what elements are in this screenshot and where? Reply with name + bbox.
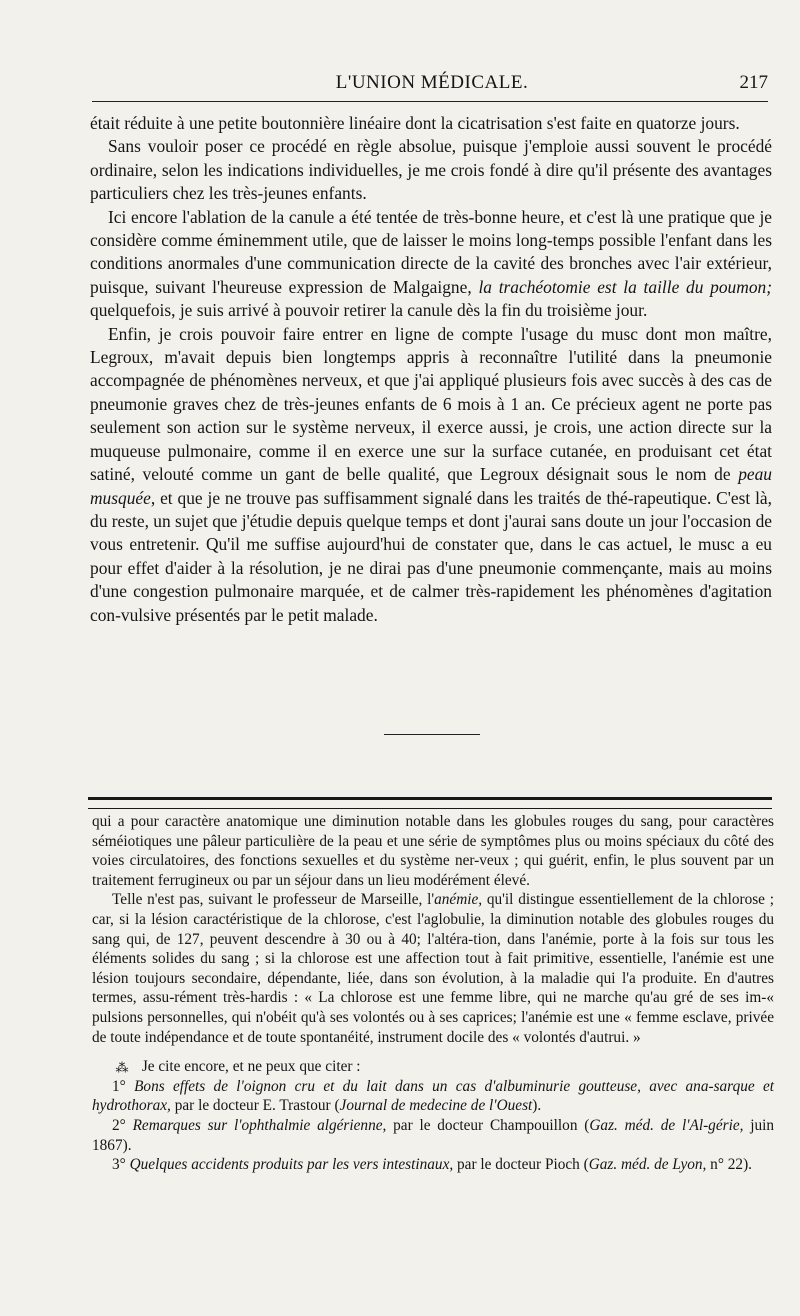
paragraph: Sans vouloir poser ce procédé en règle absolue, puisque j'emploie aussi souvent le procédé ordinaire, selon les indications individuelles, je me crois fondé à dire qu'il présente des avantages particuliers chez les très-jeunes enfants. [90, 136, 772, 204]
paragraph [90, 323, 772, 627]
text-run: Telle n'est pas, suivant le professeur de Marseille, l' [112, 891, 435, 909]
citation-source: Gaz. méd. de l'Al-gérie, [589, 1116, 744, 1134]
journal-title: L'UNION MÉDICALE. [335, 72, 529, 93]
citation-item [92, 1155, 774, 1175]
item-number: 1° [112, 1077, 135, 1095]
feuilleton-divider [88, 797, 772, 809]
article-end-rule [384, 734, 480, 735]
paragraph [92, 890, 774, 1047]
item-number: 2° [112, 1116, 133, 1134]
citation-title: Bons effets de l'oignon cru et du lait dans un cas d'albuminurie goutteuse, avec ana-sarque et hydrothorax, [92, 1077, 774, 1115]
page-number: 217 [739, 72, 768, 93]
paragraph: qui a pour caractère anatomique une diminution notable dans les globules rouges du sang, pour caractères séméiotiques une pâleur particulière de la peau et une série de symptômes plus ou moins spéciaux du côté des voies circulatoires, des fonctions sexuelles et du système ner-veux ; qui guérit, enfin, le plus souvent par un traitement ferrugineux ou par un séjour dans un lieu modérément élevé. [92, 813, 774, 889]
text-run: par le docteur Champouillon ( [386, 1116, 590, 1134]
paragraph [90, 206, 772, 323]
paragraph: était réduite à une petite boutonnière linéaire dont la cicatrisation s'est faite en quatorze jours. [90, 113, 740, 133]
italic-term: anémie, [434, 891, 483, 909]
text-run: qu'il distingue essentiellement de la chlorose ; car, si la lésion caractéristique de la chlorose, c'est l'aglobulie, la diminution notable des globules rouges du sang qui, de 127, peuvent descendre à 30 ou à 40; l'altéra-tion, dans l'anémie, porte à la fois sur tous les éléments solides du sang ; si la chlorose est une affection tout à fait primitive, essentielle, l'anémie est une lésion toujours secondaire, dépendante, liée, dans son évolution, à la maladie qui l'a produite. En d'autres termes, assu-rément très-hardis : « La chlorose est une femme libre, qui ne marche qu'au gré de ses im-« pulsions personnelles, qui n'obéit qu'à ses volontés ou à ses caprices; l'anémie est une « femme esclave, privée de toute indépendance et de toute spontanéité, instrument docile des « volontés d'autrui. » [92, 891, 774, 1046]
text-run: , et que je ne trouve pas suffisamment signalé dans les traités de thé-rapeutique. C'est là, du reste, un sujet que j'étudie depuis quelque temps et dont j'aurai sans doute un jour l'occasion de vous entretenir. Qu'il me suffise aujourd'hui de constater que, dans le cas actuel, le musc a eu pour effet d'aider à la résolution, je ne dirai pas d'une pneumonie commençante, mais au moins d'une congestion pulmonaire marquée, et de calmer très-rapidement les phénomènes d'agitation con-vulsive présentés par le petit malade. [90, 487, 772, 625]
citation-title: Remarques sur l'ophthalmie algérienne, [132, 1116, 387, 1134]
review-section [92, 812, 774, 1175]
text-run: Enfin, je crois pouvoir faire entrer en ligne de compte l'usage du musc dont mon maître, Legroux, m'avait depuis bien longtemps appris à reconnaître l'utilité dans la pneumonie accompagnée de phénomènes nerveux, et que j'ai appliqué plusieurs fois avec succès à des cas de pneumonie graves chez de très-jeunes enfants de 6 mois à 1 an. Ce précieux agent ne porte pas seulement son action sur le système nerveux, il exerce aussi, je crois, une action directe sur la muqueuse pulmonaire, comme il en exerce une sur la surface cutanée, en produisant cet état satiné, velouté comme un gant de belle qualité, que Legroux désignait sous le nom de [90, 323, 772, 485]
text-run: par le docteur Pioch ( [453, 1156, 589, 1174]
citation-intro [92, 1057, 774, 1077]
citation-item [92, 1077, 774, 1116]
citation-item [92, 1116, 774, 1155]
citation-source: Journal de medecine de l'Ouest [339, 1097, 533, 1115]
text-run: Je cite encore, et ne peux que citer : [141, 1058, 361, 1076]
citation-source: Gaz. méd. de Lyon, [588, 1156, 707, 1174]
article-continuation [90, 112, 772, 627]
running-header [92, 72, 772, 96]
citation-title: Quelques accidents produits par les vers intestinaux, [129, 1156, 454, 1174]
text-run: par le docteur E. Trastour ( [170, 1097, 340, 1115]
text-run: quelquefois, je suis arrivé à pouvoir retirer la canule dès la fin du troisième jour. [90, 300, 648, 321]
text-run: n° 22). [706, 1156, 752, 1174]
header-rule [92, 101, 768, 102]
text-run: Ici encore l'ablation de la canule a été tentée de très-bonne heure, et c'est là une pratique que je considère comme éminemment utile, que de laisser le moins long-temps possible l'enfant dans les conditions anormales d'une communication directe de la cavité des bronches avec l'air extérieur, puisque, suivant l'heureuse expression de Malgaigne, [90, 206, 772, 297]
text-run: ). [532, 1097, 542, 1115]
text-run: juin 1867). [92, 1116, 775, 1154]
item-number: 3° [112, 1156, 130, 1174]
italic-quote: la trachéotomie est la taille du poumon; [478, 276, 772, 297]
asterism: ⁂ [115, 1059, 129, 1075]
italic-term: peau musquée [90, 464, 772, 508]
